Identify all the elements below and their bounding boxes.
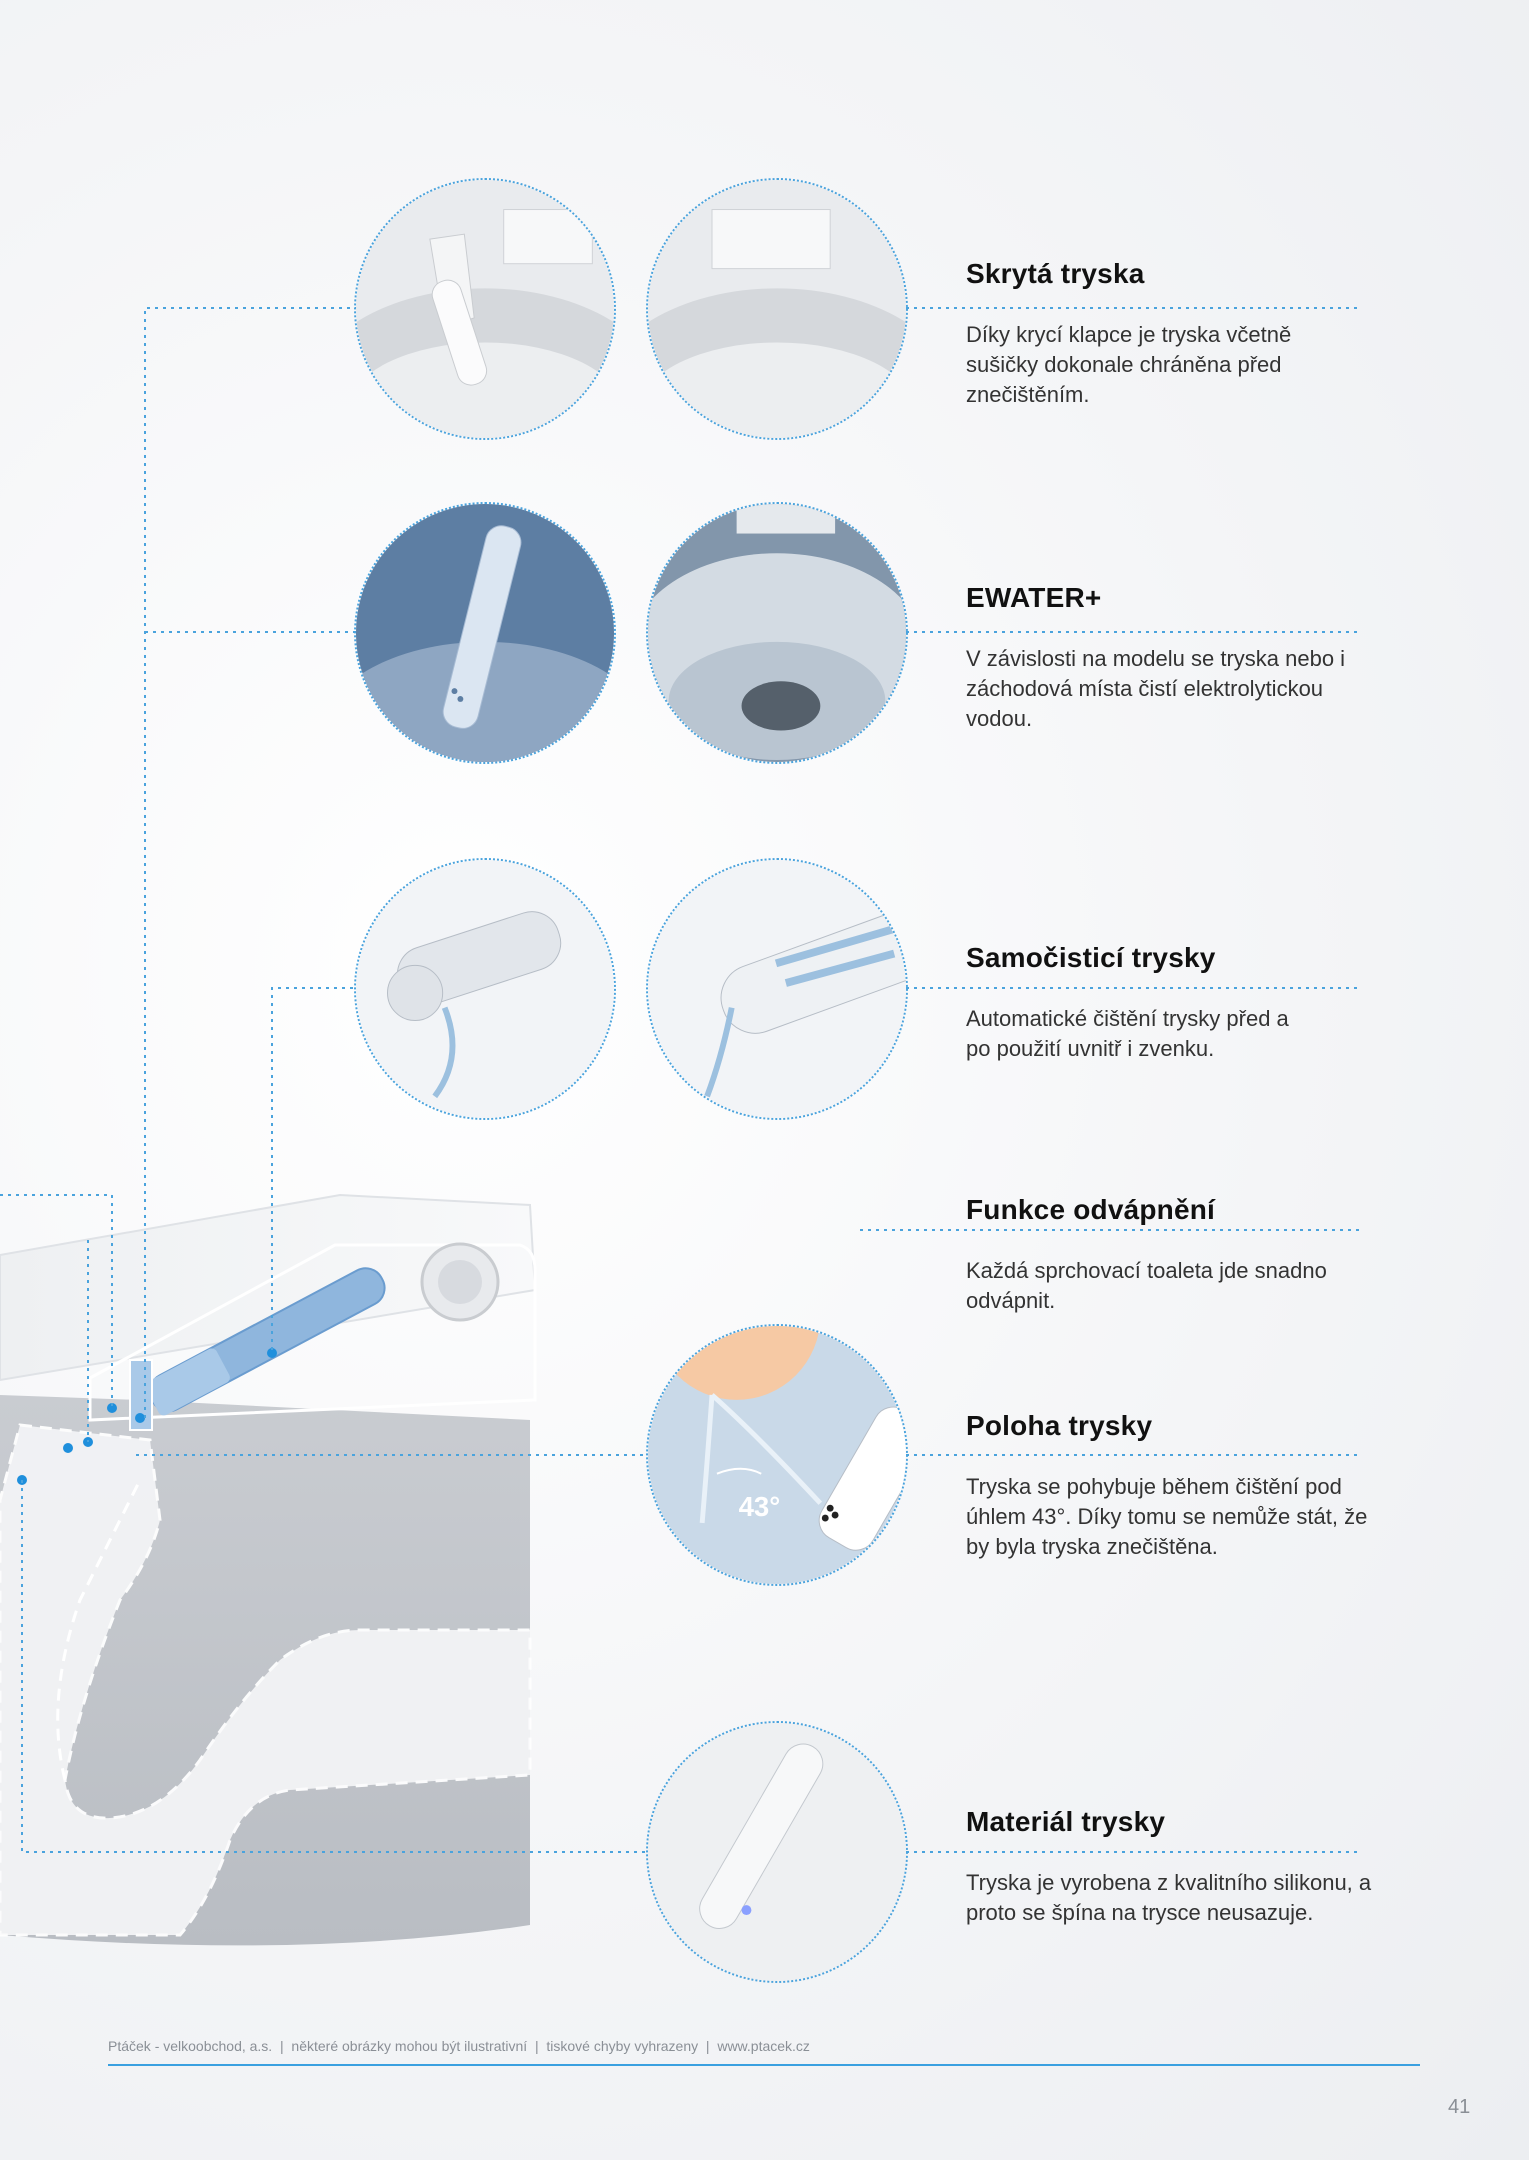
feature-text: Díky krycí klapce je tryska včetně sušičky dokonale chráněna před znečištěním.	[966, 322, 1292, 407]
feature-text: Tryska je vyrobena z kvalitního silikonu, a proto se špína na trysce neusazuje.	[966, 1870, 1372, 1925]
self-cleaning-nozzle-image	[354, 858, 616, 1120]
feature-title: Poloha trysky	[966, 1410, 1153, 1441]
footer-note-errors: tiskové chyby vyhrazeny	[546, 2038, 699, 2054]
nozzle-material-image	[646, 1721, 908, 1983]
hidden-nozzle-closed-image	[646, 178, 908, 440]
nozzle-angle-image	[646, 1324, 908, 1586]
footer-note-illustrative: některé obrázky mohou být ilustrativní	[291, 2038, 528, 2054]
page-number: 41	[1448, 2096, 1471, 2118]
feature-title: Funkce odvápnění	[966, 1194, 1216, 1225]
feature-nozzle-position	[966, 1410, 1386, 1559]
feature-title: EWATER+	[966, 582, 1102, 613]
feature-text: Každá sprchovací toaleta jde snadno odvápnit.	[966, 1258, 1327, 1313]
feature-decalcification	[966, 1194, 1386, 1313]
feature-hidden-nozzle	[966, 258, 1386, 407]
ewater-bowl-image	[646, 502, 908, 764]
footer-separator: |	[705, 2038, 710, 2054]
footer-company: Ptáček - velkoobchod, a.s.	[108, 2038, 273, 2054]
angle-label: 43°	[738, 1491, 781, 1523]
feature-title: Materiál trysky	[966, 1806, 1166, 1837]
footer-divider	[108, 2064, 1420, 2066]
footer	[108, 2038, 810, 2054]
feature-nozzle-material	[966, 1806, 1386, 1925]
feature-self-cleaning	[966, 942, 1386, 1061]
feature-text: V závislosti na modelu se tryska nebo i záchodová místa čistí elektrolytickou vodou.	[966, 646, 1346, 731]
footer-separator: |	[279, 2038, 284, 2054]
ewater-nozzle-image	[354, 502, 616, 764]
footer-web-link[interactable]: www.ptacek.cz	[717, 2038, 810, 2054]
self-cleaning-inner-image	[646, 858, 908, 1120]
feature-ewater	[966, 582, 1386, 731]
feature-text: Automatické čištění trysky před a po použití uvnitř i zvenku.	[966, 1006, 1289, 1061]
feature-title: Samočisticí trysky	[966, 942, 1216, 973]
hidden-nozzle-open-image	[354, 178, 616, 440]
feature-title: Skrytá tryska	[966, 258, 1145, 289]
footer-separator: |	[534, 2038, 539, 2054]
feature-text: Tryska se pohybuje během čištění pod úhlem 43°. Díky tomu se nemůže stát, že by byla tryska znečištěna.	[966, 1474, 1368, 1559]
